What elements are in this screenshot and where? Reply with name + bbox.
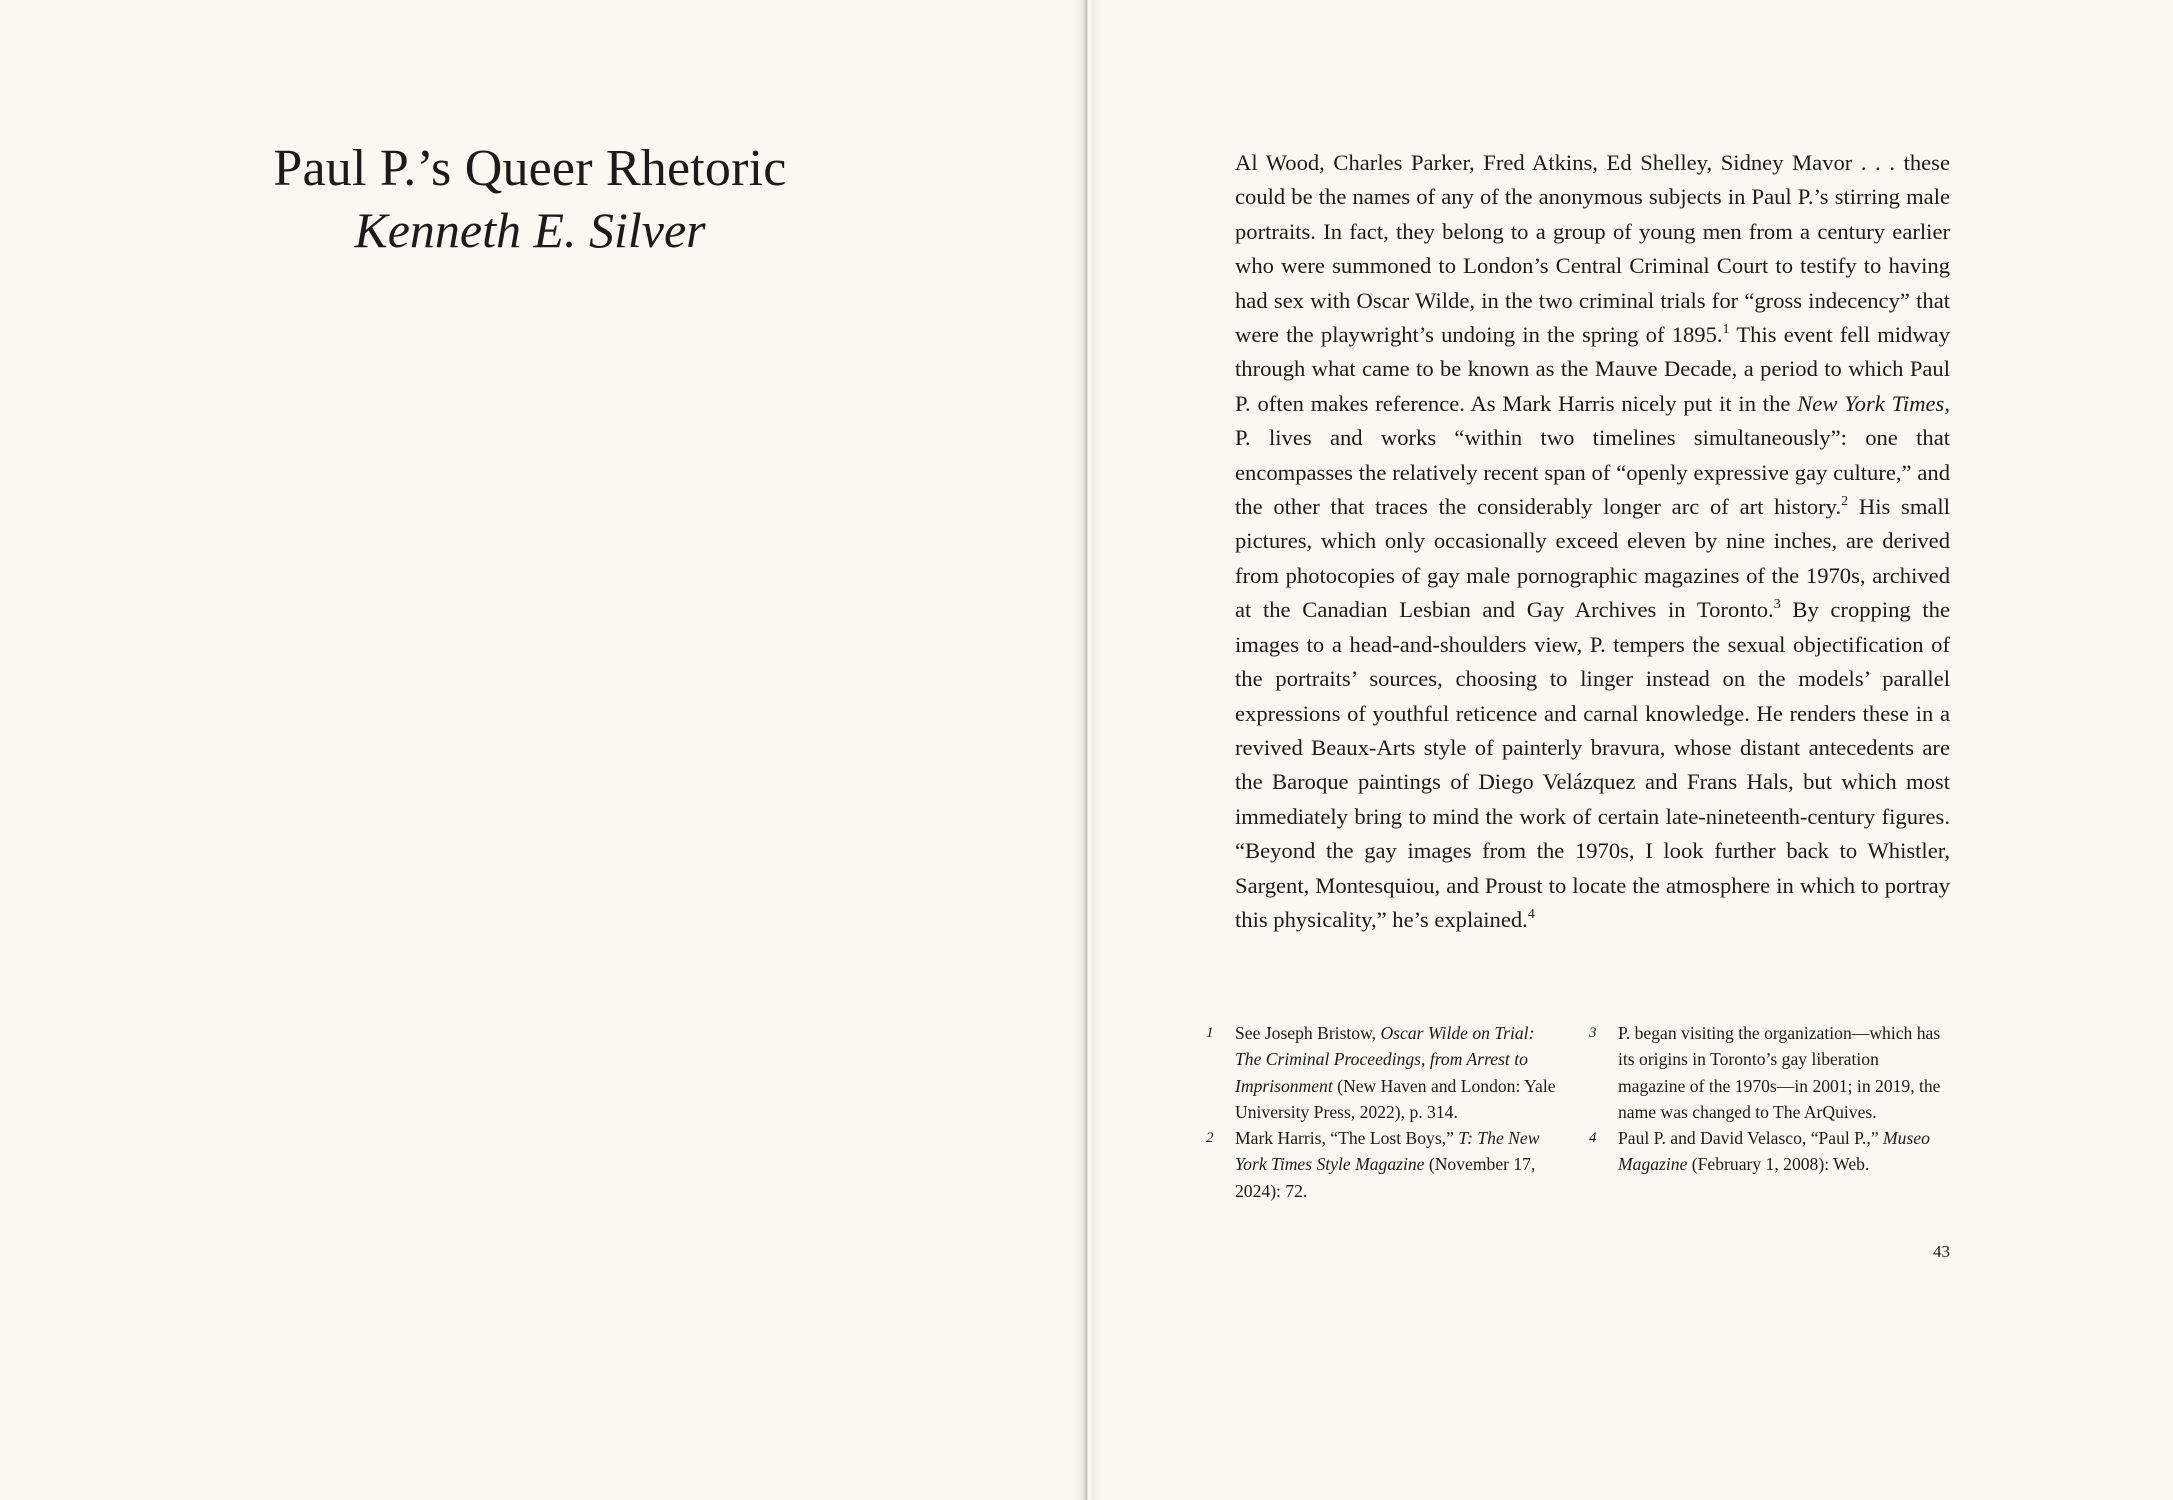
body-paragraph: [1235, 146, 1950, 937]
footnote-number: 2: [1206, 1130, 1214, 1146]
footnote-text: Paul P. and David Velasco, “Paul P.,”: [1618, 1128, 1884, 1148]
body-text-part-5: By cropping the images to a head-and-shoulders view, P. tempers the sexual objectification of the portraits’ sources, choosing to linger instead on the models’ parallel expressions of youthful reticence and carnal knowledge. He renders these in a revived Beaux-Arts style of painterly bravura, whose distant antecedents are the Baroque paintings of Diego Velázquez and Frans Hals, but which most immediately bring to mind the work of certain late-nineteenth-century figures. “Beyond the gay images from the 1970s, I look further back to Whistler, Sargent, Montesquiou, and Proust to locate the atmosphere in which to portray this physicality,” he’s explained.: [1235, 597, 1950, 932]
footnote-italic: T: The New York Times Style Magazine: [1235, 1128, 1540, 1175]
page-number: 43: [1933, 1242, 1950, 1261]
footnote-ref-1[interactable]: 1: [1722, 322, 1730, 338]
body-italic-title: New York Times: [1797, 390, 1945, 416]
footnote-text: (February 1, 2008): Web.: [1687, 1154, 1870, 1175]
title-block: [180, 138, 880, 260]
body-text-part-4: His small pictures, which only occasionally exceed eleven by nine inches, are derived from photocopies of gay male pornographic magazines of the 1970s, archived at the Canadian Lesbian and Gay Archives in Toronto.: [1235, 494, 1950, 623]
footnote-2: [1206, 1125, 1565, 1204]
footnote-text: Mark Harris, “The Lost Boys,”: [1235, 1128, 1459, 1148]
left-page: [0, 0, 1086, 1500]
book-gutter: [1074, 0, 1100, 1500]
author-name: Kenneth E. Silver: [354, 202, 706, 258]
body-text-part-1: Al Wood, Charles Parker, Fred Atkins, Ed Shelley, Sidney Mavor . . . these could be the names of any of the anonymous subjects in Paul P.’s stirring male portraits. In fact, they belong to a group of young men from a century earlier who were summoned to London’s Central Criminal Court to testify to having had sex with Oscar Wilde, in the two criminal trials for “gross indecency” that were the playwright’s undoing in the spring of 1895.: [1235, 150, 1950, 348]
footnote-text: (New Haven and London: Yale University Press, 2022), p. 314.: [1235, 1075, 1556, 1122]
footnote-italic: Museo Magazine: [1618, 1128, 1930, 1175]
essay-title: Paul P.’s Queer Rhetoric: [273, 140, 787, 197]
footnote-1: [1206, 1020, 1565, 1125]
footnote-ref-4[interactable]: 4: [1527, 906, 1535, 922]
footnote-number: 4: [1589, 1130, 1597, 1146]
body-text-part-2: This event fell midway through what came to be known as the Mauve Decade, a period to which Paul P. often makes reference. As Mark Harris nicely put it in the: [1235, 322, 1950, 416]
footnote-3: [1589, 1020, 1948, 1125]
footnote-italic: Oscar Wilde on Trial: The Criminal Proceedings, from Arrest to Imprisonment: [1235, 1023, 1535, 1096]
footnote-text: See Joseph Bristow,: [1235, 1023, 1381, 1043]
body-text-part-3: , P. lives and works “within two timelines simultaneously”: one that encompasses the relatively recent span of “openly expressive gay culture,” and the other that traces the considerably longer arc of art history.: [1235, 390, 1950, 520]
footnote-number: 1: [1206, 1025, 1214, 1041]
footnote-ref-2[interactable]: 2: [1841, 494, 1849, 510]
footnote-ref-3[interactable]: 3: [1773, 597, 1781, 613]
footnote-text: (November 17, 2024): 72.: [1235, 1154, 1536, 1201]
footnote-number: 3: [1589, 1025, 1597, 1041]
footnote-text: P. began visiting the organization—which has its origins in Toronto’s gay liberation magazine of the 1970s—in 2001; in 2019, the name was changed to The ArQuives.: [1618, 1023, 1941, 1122]
footnote-4: [1589, 1125, 1948, 1178]
